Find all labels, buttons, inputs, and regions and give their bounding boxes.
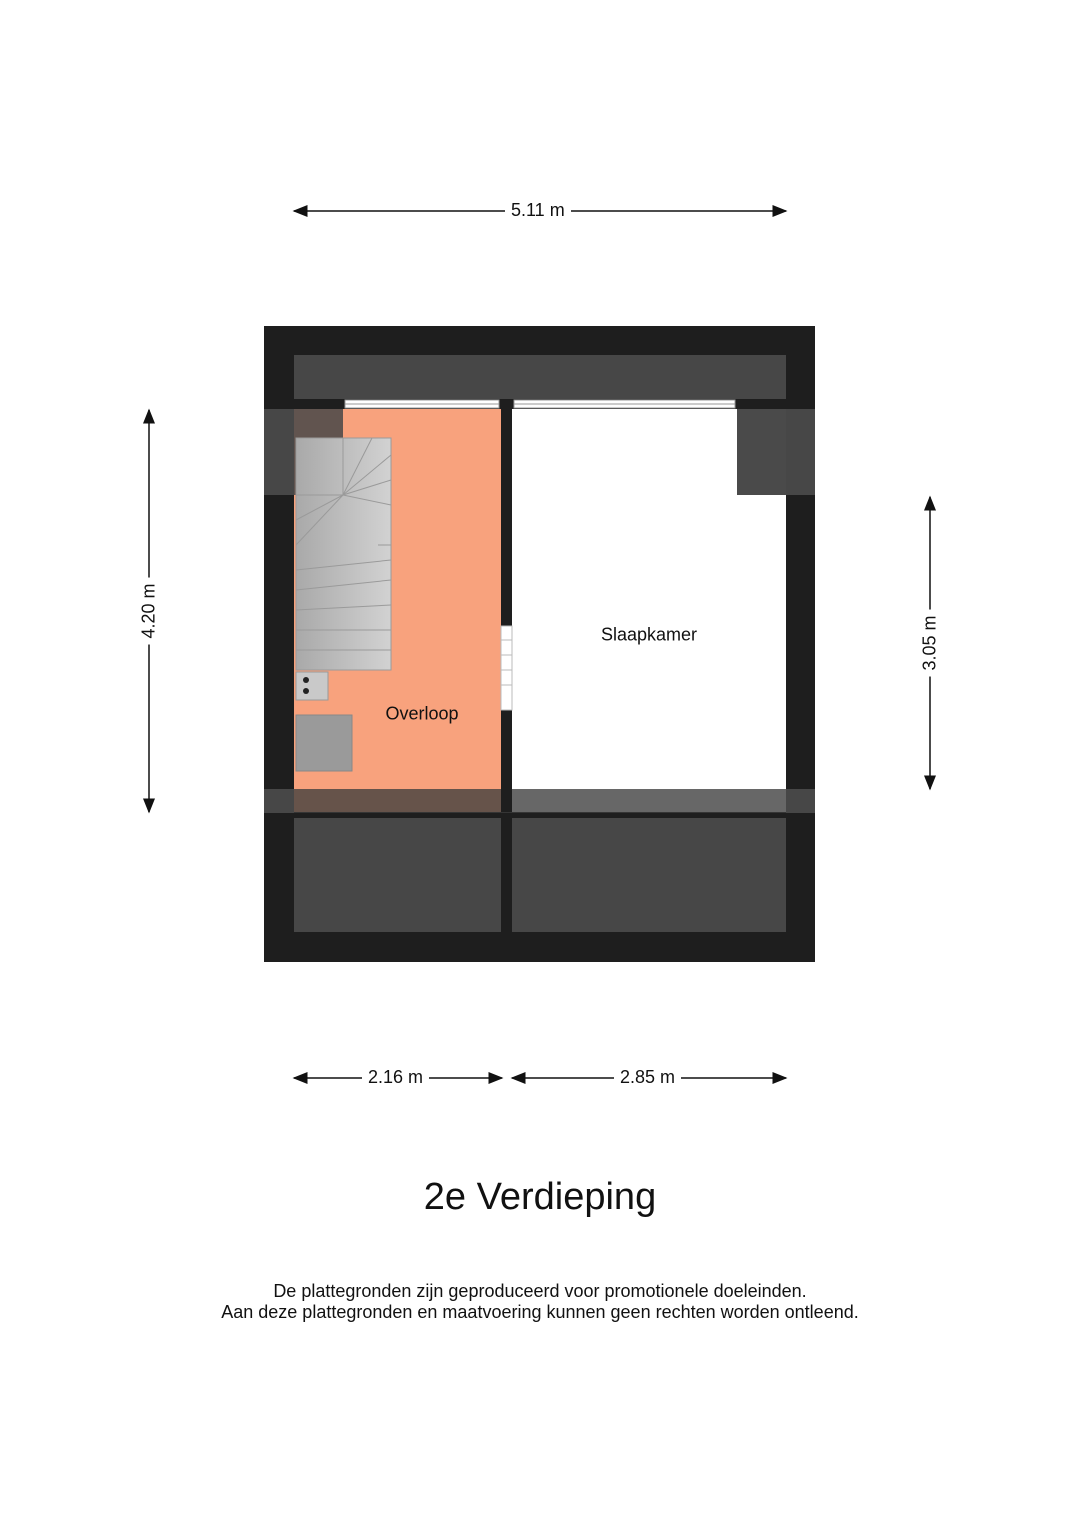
dimension-top-label: 5.11 m <box>505 200 571 221</box>
boiler-unit <box>296 672 328 700</box>
page-title: 2e Verdieping <box>423 1176 657 1218</box>
chimney-block <box>737 409 786 495</box>
door-opening <box>501 626 512 710</box>
partition-wall <box>501 399 512 812</box>
disclaimer-line-2: Aan deze plattegronden en maatvoering kunnen geen rechten worden ontleend. <box>221 1302 859 1322</box>
storage-cabinet <box>296 715 352 771</box>
staircase <box>296 438 391 670</box>
room-label-overloop: Overloop <box>385 703 459 724</box>
roof-zone-bottom-right <box>512 818 786 932</box>
dimension-right-label: 3.05 m <box>920 609 941 676</box>
low-ceiling-band <box>294 789 786 813</box>
room-label-slaapkamer: Slaapkamer <box>600 624 698 645</box>
disclaimer-line-1: De plattegronden zijn geproduceerd voor promotionele doeleinden. <box>273 1281 807 1301</box>
roof-zone-top <box>294 355 786 399</box>
roof-zone-bottom-left <box>294 818 501 932</box>
dimension-bottom-right-label: 2.85 m <box>614 1067 681 1088</box>
dimension-bottom-left-label: 2.16 m <box>362 1067 429 1088</box>
dimension-left-label: 4.20 m <box>139 577 160 644</box>
